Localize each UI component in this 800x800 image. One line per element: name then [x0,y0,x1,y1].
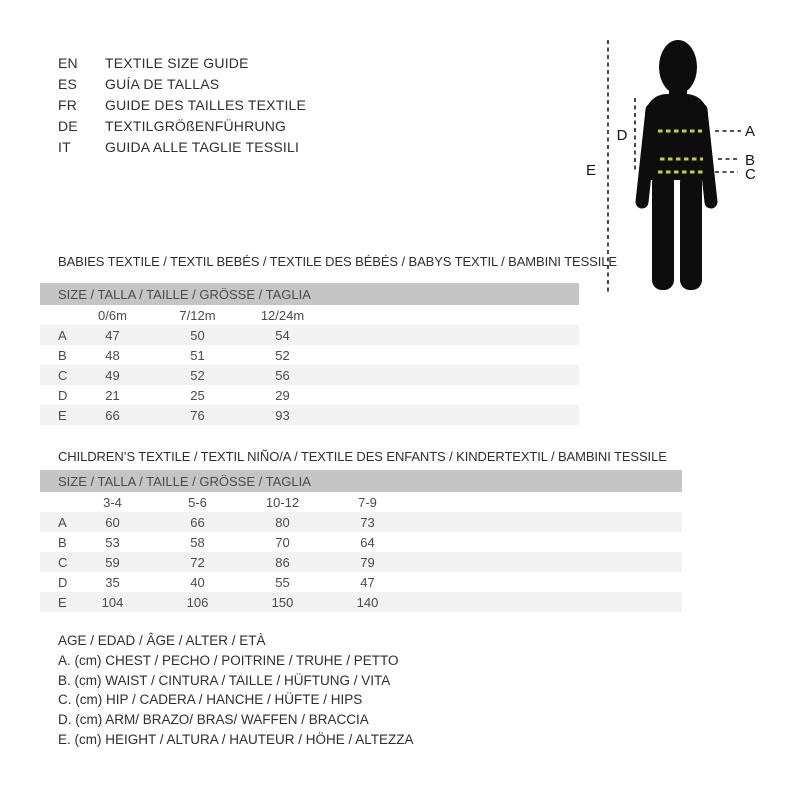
label-C: C [745,166,756,183]
cell: 93 [275,407,290,423]
cell: 49 [105,367,120,383]
language-label: GUIDE DES TAILLES TEXTILE [105,97,307,113]
table-row [40,405,579,425]
babies-column-header-row [40,305,579,325]
cell: 76 [190,407,205,423]
language-code: FR [58,97,78,113]
row-label: C [58,554,68,570]
filler-cell [410,592,682,612]
table-row [40,532,682,552]
babies-section-title: BABIES TEXTILE / TEXTIL BEBÉS / TEXTILE DES BÉBÉS / BABYS TEXTIL / BAMBINI TESSILE [58,254,617,269]
language-row-es [58,74,306,95]
cell: 21 [105,387,120,403]
size-header-label: SIZE / TALLA / TAILLE / GRÖSSE / TAGLIA [40,283,579,305]
language-label: GUIDA ALLE TAGLIE TESSILI [105,139,300,155]
language-code: EN [58,55,78,71]
filler-cell [325,345,579,365]
filler-cell [325,325,579,345]
column-header: 7/12m [179,307,216,323]
row-label: B [58,534,67,550]
cell: 66 [105,407,120,423]
row-label: B [58,347,67,363]
filler-cell [325,405,579,425]
babies-size-table [40,283,579,425]
cell: 64 [360,534,375,550]
children-size-table [40,470,682,612]
column-header: 7-9 [358,494,377,510]
language-list [58,53,306,158]
row-label: A [58,514,67,530]
legend-waist: B. (cm) WAIST / CINTURA / TAILLE / HÜFTUNG / VITA [58,672,391,688]
language-row-fr [58,95,306,116]
row-label: E [58,594,67,610]
cell: 70 [275,534,290,550]
cell: 54 [275,327,290,343]
children-section-title: CHILDREN’S TEXTILE / TEXTIL NIÑO/A / TEXTILE DES ENFANTS / KINDERTEXTIL / BAMBINI TESSILE [58,449,667,464]
cell: 58 [190,534,205,550]
legend-arm: D. (cm) ARM/ BRAZO/ BRAS/ WAFFEN / BRACCIA [58,712,369,728]
language-label: GUÍA DE TALLAS [105,76,220,92]
cell: 52 [275,347,290,363]
cell: 47 [360,574,375,590]
language-label: TEXTILE SIZE GUIDE [105,55,249,71]
language-row-it [58,137,306,158]
cell: 40 [190,574,205,590]
cell: 53 [105,534,120,550]
cell: 50 [190,327,205,343]
language-row-en [58,53,306,74]
cell: 29 [275,387,290,403]
filler-cell [325,305,579,325]
language-code: IT [58,139,71,155]
legend-age: AGE / EDAD / ÂGE / ALTER / ETÀ [58,633,266,648]
table-row [40,592,682,612]
table-row [40,345,579,365]
column-header: 3-4 [103,494,122,510]
filler-cell [410,512,682,532]
cell: 86 [275,554,290,570]
column-header: 5-6 [188,494,207,510]
cell: 106 [186,594,209,610]
legend-height: E. (cm) HEIGHT / ALTURA / HAUTEUR / HÖHE / ALTEZZA [58,731,414,747]
table-row [40,552,682,572]
label-A: A [745,123,756,140]
label-D: D [616,127,628,144]
cell: 150 [271,594,294,610]
legend-chest: A. (cm) CHEST / PECHO / POITRINE / TRUHE / PETTO [58,652,399,668]
child-silhouette [642,40,711,290]
filler-cell [410,492,682,512]
language-code: ES [58,76,78,92]
row-label: E [58,407,67,423]
cell: 59 [105,554,120,570]
filler-cell [325,385,579,405]
table-row [40,385,579,405]
label-E: E [585,162,597,179]
babies-size-header-bar [40,283,579,305]
table-row [40,325,579,345]
filler-cell [410,552,682,572]
filler-cell [325,365,579,385]
column-header: 0/6m [98,307,127,323]
cell: 25 [190,387,205,403]
legend-hip: C. (cm) HIP / CADERA / HANCHE / HÜFTE / HIPS [58,692,363,708]
cell: 73 [360,514,375,530]
empty-cell [40,305,70,325]
filler-cell [410,532,682,552]
language-code: DE [58,118,78,134]
cell: 80 [275,514,290,530]
row-label: D [58,574,68,590]
cell: 48 [105,347,120,363]
column-header: 10-12 [265,494,300,510]
row-label: C [58,367,68,383]
cell: 35 [105,574,120,590]
filler-cell [410,572,682,592]
language-label: TEXTILGRÖßENFÜHRUNG [105,118,287,134]
cell: 66 [190,514,205,530]
label-B: B [745,152,756,169]
cell: 51 [190,347,205,363]
table-row [40,512,682,532]
cell: 56 [275,367,290,383]
row-label: D [58,387,68,403]
cell: 72 [190,554,205,570]
language-row-de [58,116,306,137]
children-column-header-row [40,492,682,512]
table-row [40,365,579,385]
measurement-legend [58,631,414,750]
table-row [40,572,682,592]
row-label: A [58,327,67,343]
cell: 47 [105,327,120,343]
cell: 140 [356,594,379,610]
cell: 55 [275,574,290,590]
children-size-header-bar [40,470,682,492]
cell: 60 [105,514,120,530]
cell: 52 [190,367,205,383]
column-header: 12/24m [260,307,305,323]
cell: 79 [360,554,375,570]
size-header-label: SIZE / TALLA / TAILLE / GRÖSSE / TAGLIA [40,470,682,492]
empty-cell [40,492,70,512]
cell: 104 [101,594,124,610]
